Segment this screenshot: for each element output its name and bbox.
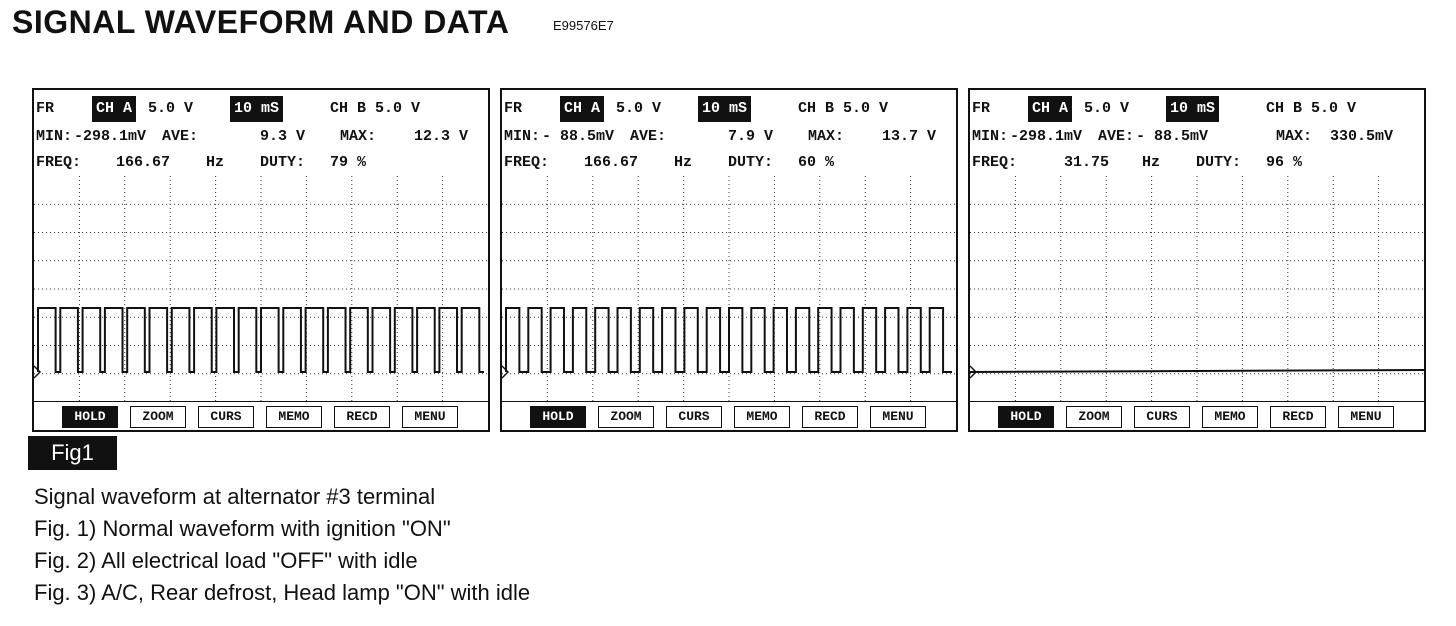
- scope-header-row-2: [34, 124, 488, 150]
- scope-header-row-1: [34, 96, 488, 122]
- waveform-graph: [970, 176, 1424, 402]
- timebase-label: 10 mS: [230, 96, 283, 122]
- min-label: MIN:: [972, 128, 1009, 145]
- hold-button[interactable]: HOLD: [998, 406, 1054, 428]
- recd-button[interactable]: RECD: [1270, 406, 1326, 428]
- curs-button[interactable]: CURS: [1134, 406, 1190, 428]
- caption-line-1: Signal waveform at alternator #3 terminal: [34, 484, 436, 509]
- ave-label: AVE:: [162, 128, 199, 145]
- freq-label: FREQ:: [972, 154, 1018, 171]
- scope-panel-3: [968, 88, 1426, 432]
- duty-value: 79 %: [330, 154, 367, 171]
- curs-button[interactable]: CURS: [198, 406, 254, 428]
- scope-header-row-2: [502, 124, 956, 150]
- ch-a-label: CH A: [92, 96, 136, 122]
- scope-header-row-3: [970, 150, 1424, 176]
- scope-header-row-3: [34, 150, 488, 176]
- max-label: MAX:: [1276, 128, 1313, 145]
- signal-waveform-trace: [970, 370, 1424, 372]
- hold-button[interactable]: HOLD: [62, 406, 118, 428]
- ave-label: AVE:: [630, 128, 667, 145]
- scope-panel-1: [32, 88, 490, 432]
- max-value: 13.7 V: [882, 128, 937, 145]
- max-label: MAX:: [808, 128, 845, 145]
- scope-header-row-1: [502, 96, 956, 122]
- menu-button[interactable]: MENU: [1338, 406, 1394, 428]
- duty-value: 96 %: [1266, 154, 1303, 171]
- waveform-screen: [970, 176, 1424, 486]
- ch-a-volt: 5.0 V: [148, 100, 194, 117]
- scope-header-row-2: [970, 124, 1424, 150]
- recd-button[interactable]: RECD: [334, 406, 390, 428]
- caption-line-4: Fig. 3) A/C, Rear defrost, Head lamp "ON" with idle: [34, 580, 531, 605]
- scope-header-row-1: [970, 96, 1424, 122]
- mode-label: FR: [36, 100, 55, 117]
- signal-waveform-trace: [506, 308, 952, 372]
- freq-label: FREQ:: [36, 154, 82, 171]
- freq-unit: Hz: [1142, 154, 1161, 171]
- duty-label: DUTY:: [1196, 154, 1242, 171]
- max-label: MAX:: [340, 128, 377, 145]
- ch-b-label: CH B 5.0 V: [1266, 100, 1357, 117]
- duty-label: DUTY:: [728, 154, 774, 171]
- softkey-bar: [34, 401, 488, 430]
- freq-value: 166.67: [584, 154, 639, 171]
- freq-value: 166.67: [116, 154, 171, 171]
- waveform-screen: [502, 176, 956, 486]
- min-value: -298.1mV: [74, 128, 147, 145]
- ch-a-volt: 5.0 V: [1084, 100, 1130, 117]
- freq-label: FREQ:: [504, 154, 550, 171]
- page-title: SIGNAL WAVEFORM AND DATA: [12, 4, 510, 40]
- timebase-label: 10 mS: [698, 96, 751, 122]
- zoom-button[interactable]: ZOOM: [598, 406, 654, 428]
- duty-value: 60 %: [798, 154, 835, 171]
- duty-label: DUTY:: [260, 154, 306, 171]
- scope-header-row-3: [502, 150, 956, 176]
- menu-button[interactable]: MENU: [402, 406, 458, 428]
- memo-button[interactable]: MEMO: [1202, 406, 1258, 428]
- ave-value: 7.9 V: [728, 128, 774, 145]
- signal-waveform-trace: [38, 308, 484, 372]
- ave-value: - 88.5mV: [1136, 128, 1209, 145]
- freq-unit: Hz: [674, 154, 693, 171]
- zoom-button[interactable]: ZOOM: [130, 406, 186, 428]
- waveform-graph: [502, 176, 956, 402]
- freq-value: 31.75: [1064, 154, 1110, 171]
- curs-button[interactable]: CURS: [666, 406, 722, 428]
- ch-a-label: CH A: [1028, 96, 1072, 122]
- max-value: 12.3 V: [414, 128, 469, 145]
- caption-line-3: Fig. 2) All electrical load "OFF" with idle: [34, 548, 418, 573]
- recd-button[interactable]: RECD: [802, 406, 858, 428]
- scope-panel-2: [500, 88, 958, 432]
- min-label: MIN:: [36, 128, 73, 145]
- softkey-bar: [970, 401, 1424, 430]
- ch-b-label: CH B 5.0 V: [330, 100, 421, 117]
- ch-b-label: CH B 5.0 V: [798, 100, 889, 117]
- ch-a-label: CH A: [560, 96, 604, 122]
- ave-value: 9.3 V: [260, 128, 306, 145]
- memo-button[interactable]: MEMO: [266, 406, 322, 428]
- softkey-bar: [502, 401, 956, 430]
- ch-a-volt: 5.0 V: [616, 100, 662, 117]
- timebase-label: 10 mS: [1166, 96, 1219, 122]
- menu-button[interactable]: MENU: [870, 406, 926, 428]
- max-value: 330.5mV: [1330, 128, 1394, 145]
- figure-label: Fig1: [28, 436, 117, 470]
- document-code: E99576E7: [553, 18, 614, 33]
- freq-unit: Hz: [206, 154, 225, 171]
- min-value: - 88.5mV: [542, 128, 615, 145]
- memo-button[interactable]: MEMO: [734, 406, 790, 428]
- min-value: -298.1mV: [1010, 128, 1083, 145]
- hold-button[interactable]: HOLD: [530, 406, 586, 428]
- zoom-button[interactable]: ZOOM: [1066, 406, 1122, 428]
- mode-label: FR: [504, 100, 523, 117]
- caption-line-2: Fig. 1) Normal waveform with ignition "ON": [34, 516, 451, 541]
- mode-label: FR: [972, 100, 991, 117]
- waveform-graph: [34, 176, 488, 402]
- ave-label: AVE:: [1098, 128, 1135, 145]
- min-label: MIN:: [504, 128, 541, 145]
